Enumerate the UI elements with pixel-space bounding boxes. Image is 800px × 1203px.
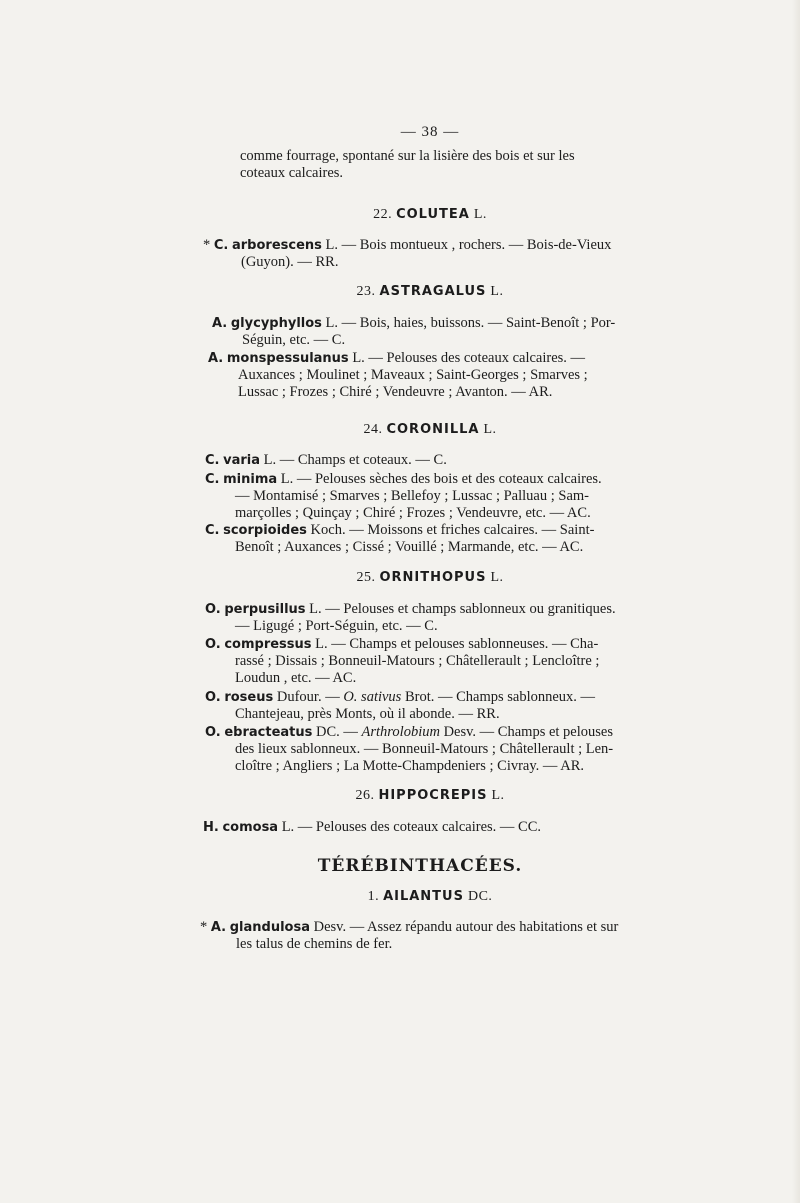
- species-text-line: Chantejeau, près Monts, où il abonde. — RR.: [235, 706, 500, 722]
- species-text-line: — Montamisé ; Smarves ; Bellefoy ; Lussac ; Palluau ; Sam-: [235, 488, 589, 504]
- species-name: monspessulanus: [226, 351, 349, 366]
- species-text-line: cloître ; Angliers ; La Motte-Champdeniers ; Civray. — AR.: [235, 758, 585, 774]
- species-text: L. — Pelouses sèches des bois et des coteaux calcaires.: [280, 471, 602, 487]
- species-text: DC. —: [316, 724, 358, 740]
- cultivated-mark: *: [203, 237, 211, 253]
- genus-number: 25.: [356, 570, 376, 585]
- species-text-line: Auxances ; Moulinet ; Maveaux ; Saint-Georges ; Smarves ;: [238, 367, 588, 383]
- species-entry: [200, 919, 650, 953]
- species-text-line: Lussac ; Frozes ; Chiré ; Vendeuvre ; Avanton. — AR.: [238, 384, 553, 400]
- species-entry: [205, 724, 650, 775]
- genus-name: CORONILLA: [386, 422, 480, 437]
- species-name: ebracteatus: [224, 725, 313, 740]
- species-name: glycyphyllos: [230, 316, 322, 331]
- species-text-line: des lieux sablonneux. — Bonneuil-Matours ; Châtellerault ; Len-: [235, 741, 614, 757]
- species-text-line: rassé ; Dissais ; Bonneuil-Matours ; Châtellerault ; Lencloître ;: [235, 653, 600, 669]
- species-text-line: (Guyon). — RR.: [241, 254, 339, 270]
- genus-number: 1.: [367, 889, 380, 904]
- page-number: — 38 —: [400, 124, 460, 140]
- genus-heading: [0, 284, 800, 300]
- intro-line: comme fourrage, spontané sur la lisière des bois et sur les: [240, 148, 575, 164]
- species-abbr: A.: [208, 351, 224, 366]
- species-name: arborescens: [231, 238, 322, 253]
- species-abbr: H.: [203, 820, 219, 835]
- species-entry: [205, 689, 650, 723]
- species-abbr: O.: [205, 690, 221, 705]
- genus-name: COLUTEA: [396, 207, 470, 222]
- species-entry: [205, 522, 650, 556]
- intro-line: coteaux calcaires.: [240, 165, 344, 181]
- species-abbr: C.: [213, 238, 229, 253]
- species-entry: [205, 601, 650, 635]
- cultivated-mark: *: [200, 919, 208, 935]
- species-text: L. — Bois, haies, buissons. — Saint-Benoît ; Por-: [325, 315, 616, 331]
- species-name: comosa: [222, 820, 279, 835]
- species-name: scorpioides: [223, 523, 307, 538]
- species-text: L. — Pelouses des coteaux calcaires. —: [352, 350, 586, 366]
- page-edge-shadow: [792, 0, 800, 1203]
- genus-author: L.: [483, 422, 497, 437]
- genus-author: L.: [490, 570, 504, 585]
- species-text: L. — Pelouses et champs sablonneux ou granitiques.: [309, 601, 616, 617]
- species-text: Brot. — Champs sablonneux. —: [404, 689, 596, 705]
- species-text-line: les talus de chemins de fer.: [236, 936, 393, 952]
- species-abbr: O.: [205, 602, 221, 617]
- species-text: Koch. — Moissons et friches calcaires. — Saint-: [310, 522, 595, 538]
- species-text: Desv. — Champs et pelouses: [443, 724, 613, 740]
- genus-author: L.: [490, 284, 504, 299]
- species-name: compressus: [224, 637, 312, 652]
- genus-number: 23.: [356, 284, 376, 299]
- species-text-line: — Ligugé ; Port-Séguin, etc. — C.: [235, 618, 438, 634]
- species-abbr: O.: [205, 637, 221, 652]
- species-text: L. — Pelouses des coteaux calcaires. — CC.: [281, 819, 542, 835]
- family-heading: TÉRÉBINTHACÉES.: [317, 856, 523, 876]
- genus-author: L.: [491, 788, 505, 803]
- species-entry: [205, 471, 650, 522]
- genus-heading: [0, 422, 800, 438]
- species-synonym: Arthrolobium: [361, 724, 440, 740]
- intro-paragraph: [240, 148, 650, 182]
- species-entry: [203, 819, 650, 836]
- genus-name: AILANTUS: [383, 889, 464, 904]
- species-text-line: marçolles ; Quinçay ; Chiré ; Frozes ; Vendeuvre, etc. — AC.: [235, 505, 591, 521]
- species-entry: [208, 350, 650, 401]
- genus-number: 24.: [363, 422, 383, 437]
- genus-author: DC.: [467, 889, 493, 904]
- species-abbr: O.: [205, 725, 221, 740]
- species-entry: [212, 315, 650, 349]
- species-text: L. — Champs et pelouses sablonneuses. — Cha-: [315, 636, 599, 652]
- genus-heading: [0, 788, 800, 804]
- species-abbr: C.: [205, 472, 220, 487]
- species-abbr: C.: [205, 523, 220, 538]
- species-abbr: A.: [212, 316, 228, 331]
- genus-number: 26.: [355, 788, 375, 803]
- species-text-line: Benoît ; Auxances ; Cissé ; Vouillé ; Marmande, etc. — AC.: [235, 539, 584, 555]
- genus-heading: [0, 889, 800, 905]
- species-name: varia: [223, 453, 260, 468]
- species-synonym: O. sativus: [343, 689, 402, 705]
- species-name: minima: [223, 472, 278, 487]
- genus-name: ORNITHOPUS: [379, 570, 487, 585]
- species-text: L. — Champs et coteaux. — C.: [263, 452, 447, 468]
- species-text-line: Séguin, etc. — C.: [242, 332, 346, 348]
- species-text: Dufour. —: [276, 689, 340, 705]
- species-text-line: Loudun , etc. — AC.: [235, 670, 357, 686]
- species-abbr: C.: [205, 453, 220, 468]
- species-entry: [203, 237, 650, 271]
- species-text: Desv. — Assez répandu autour des habitations et sur: [313, 919, 619, 935]
- genus-heading: [0, 207, 800, 223]
- genus-heading: [0, 570, 800, 586]
- species-name: roseus: [224, 690, 274, 705]
- genus-number: 22.: [373, 207, 393, 222]
- species-entry: [205, 452, 650, 469]
- genus-name: HIPPOCREPIS: [378, 788, 488, 803]
- species-text: L. — Bois montueux , rochers. — Bois-de-Vieux: [325, 237, 612, 253]
- species-name: glandulosa: [229, 920, 310, 935]
- species-abbr: A.: [210, 920, 227, 935]
- genus-name: ASTRAGALUS: [379, 284, 487, 299]
- genus-author: L.: [473, 207, 487, 222]
- species-name: perpusillus: [224, 602, 306, 617]
- species-entry: [205, 636, 650, 687]
